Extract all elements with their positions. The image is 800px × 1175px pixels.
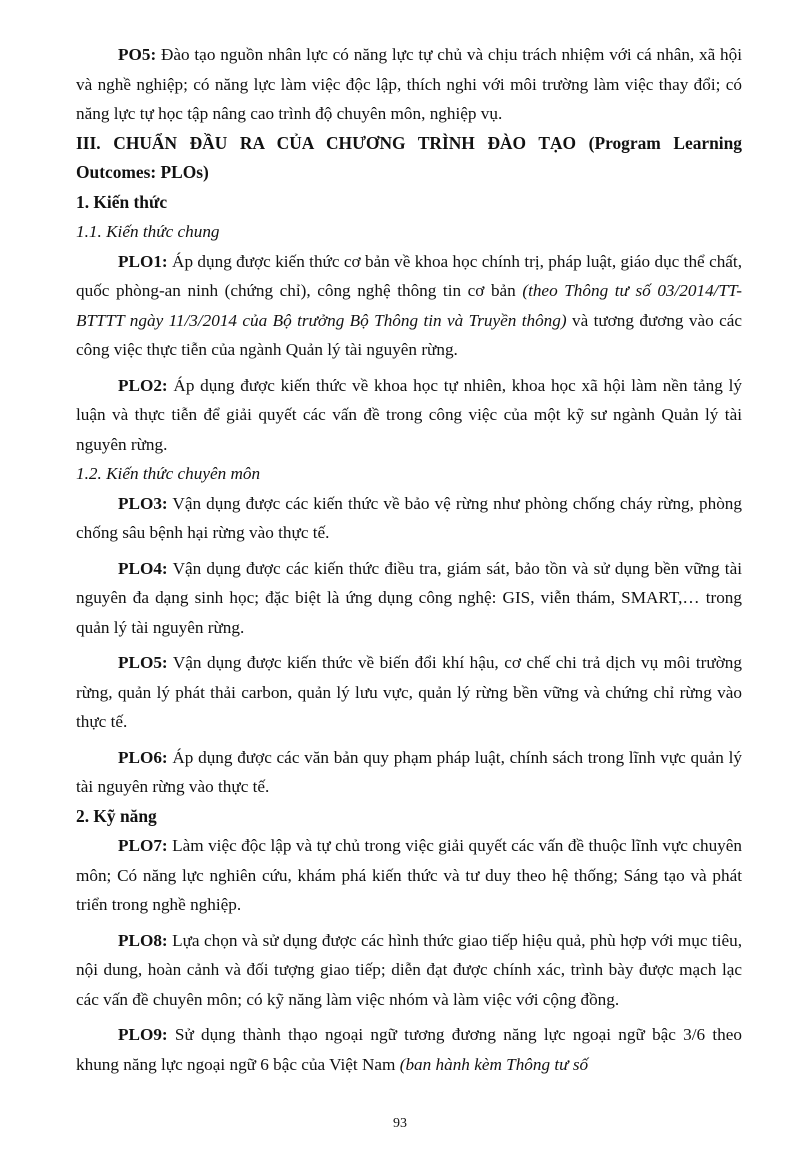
plo6-label: PLO6: — [118, 747, 168, 767]
plo3-text: Vận dụng được các kiến thức về bảo vệ rừng như phòng chống cháy rừng, phòng chống sâu bệnh hại rừng vào thực tế. — [76, 493, 742, 542]
heading-skills: 2. Kỹ năng — [76, 805, 157, 826]
paragraph-po5 — [76, 40, 742, 129]
plo6-text: Áp dụng được các văn bản quy phạm pháp luật, chính sách trong lĩnh vực quản lý tài nguyên rừng vào thực tế. — [76, 747, 742, 796]
plo2-label: PLO2: — [118, 375, 168, 395]
section-title: III. CHUẨN ĐẦU RA CỦA CHƯƠNG TRÌNH ĐÀO TẠO (Program Learning Outcomes: PLOs) — [76, 132, 742, 182]
plo5-label: PLO5: — [118, 653, 168, 672]
po5-label: PO5: — [118, 45, 157, 64]
plo7-label: PLO7: — [118, 836, 168, 855]
plo7-text: Làm việc độc lập và tự chủ trong việc giải quyết các vấn đề thuộc lĩnh vực chuyên môn; Có năng lực nghiên cứu, khám phá kiến thức và tư duy theo hệ thống; Sáng tạo và phát triển trong nghề nghiệp. — [76, 836, 742, 914]
plo9-label: PLO9: — [118, 1025, 168, 1044]
plo3-label: PLO3: — [118, 493, 168, 513]
plo1-text-b: và tương đương vào các công việc thực tiễn của ngành Quản lý tài nguyên rừng. — [76, 310, 742, 359]
plo9-text-italic: (ban hành kèm Thông tư số — [399, 1054, 589, 1074]
plo2-text: Áp dụng được kiến thức về khoa học tự nhiên, khoa học xã hội làm nền tảng lý luận và thực tiễn để giải quyết các vấn đề trong công việc của một kỹ sư ngành Quản lý tài nguyên rừng. — [76, 375, 742, 454]
plo1-label: PLO1: — [118, 251, 168, 271]
plo1-text-a: Áp dụng được kiến thức cơ bản về khoa học chính trị, pháp luật, giáo dục thể chất, quốc phòng-an ninh (chứng chỉ), công nghệ thông tin cơ bản — [76, 251, 742, 300]
paragraph-plo9 — [76, 1020, 742, 1079]
paragraph-plo4 — [76, 554, 742, 643]
document-page — [76, 40, 742, 1079]
plo8-text: Lựa chọn và sử dụng được các hình thức giao tiếp hiệu quả, phù hợp với mục tiêu, nội dung, hoàn cảnh và đối tượng giao tiếp; diễn đạt được chính xác, trình bày được mạch lạc các vấn đề chuyên môn; có kỹ năng làm việc nhóm và làm việc với cộng đồng. — [76, 930, 742, 1009]
paragraph-plo8 — [76, 926, 742, 1015]
plo4-text: Vận dụng được các kiến thức điều tra, giám sát, bảo tồn và sử dụng bền vững tài nguyên đa dạng sinh học; đặc biệt là ứng dụng công nghệ: GIS, viễn thám, SMART,… trong quản lý tài nguyên rừng. — [76, 558, 742, 637]
subheading-general-knowledge: 1.1. Kiến thức chung — [76, 222, 220, 241]
paragraph-plo3 — [76, 489, 742, 548]
paragraph-plo1 — [76, 247, 742, 365]
plo1-text-italic: (theo Thông tư số 03/2014/TT-BTTTT ngày 11/3/2014 của Bộ trưởng Bộ Thông tin và Truyền thông) — [76, 281, 743, 330]
subheading-specialized-knowledge: 1.2. Kiến thức chuyên môn — [76, 464, 261, 483]
plo4-label: PLO4: — [118, 558, 168, 578]
paragraph-plo5 — [76, 648, 742, 737]
paragraph-plo2 — [76, 371, 742, 460]
plo8-label: PLO8: — [118, 930, 168, 950]
paragraph-plo6 — [76, 743, 742, 802]
heading-knowledge: 1. Kiến thức — [76, 191, 168, 212]
plo9-text: Sử dụng thành thạo ngoại ngữ tương đương năng lực ngoại ngữ bậc 3/6 theo khung năng lực ngoại ngữ 6 bậc của Việt Nam — [76, 1025, 742, 1074]
po5-text: Đào tạo nguồn nhân lực có năng lực tự chủ và chịu trách nhiệm với cá nhân, xã hội và nghề nghiệp; có năng lực làm việc độc lập, thích nghi với môi trường làm việc thay đổi; có năng lực tự học tập nâng cao trình độ chuyên môn, nghiệp vụ. — [76, 45, 742, 123]
paragraph-plo7 — [76, 831, 742, 920]
plo5-text: Vận dụng được kiến thức về biến đổi khí hậu, cơ chế chi trả dịch vụ môi trường rừng, quản lý phát thải carbon, quản lý lưu vực, quản lý rừng bền vững và chứng chỉ rừng vào thực tế. — [76, 653, 742, 731]
page-number: 93 — [393, 1116, 407, 1131]
